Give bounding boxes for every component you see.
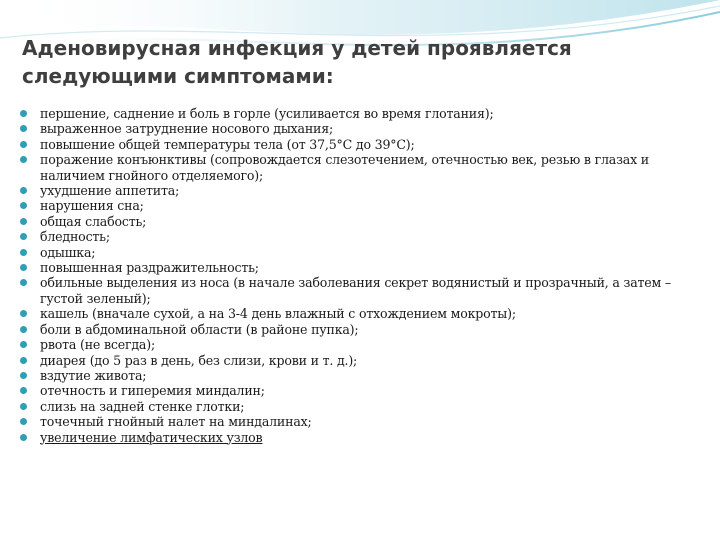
symptom-throat-mucus xyxy=(20,399,712,414)
symptom-pallor xyxy=(20,229,712,244)
symptom-text: точечный гнойный налет на миндалинах; xyxy=(40,414,312,430)
symptom-text: выраженное затруднение носового дыхания; xyxy=(40,121,334,137)
bullet-icon xyxy=(20,326,27,333)
bullet-icon xyxy=(20,141,27,148)
symptom-nasal-congestion xyxy=(20,121,712,136)
bullet-icon xyxy=(20,372,27,379)
symptom-text: поражение конъюнктивы (сопровождается слезотечением, отечностью век, резью в глазах и наличием гнойного отделяемого); xyxy=(40,152,649,183)
symptom-lymph-nodes xyxy=(20,430,712,445)
bullet-icon xyxy=(20,279,27,286)
symptom-text: першение, саднение и боль в горле (усиливается во время глотания); xyxy=(40,106,494,121)
bullet-icon xyxy=(20,202,27,209)
symptom-tonsil-swelling xyxy=(20,383,712,398)
symptom-text: бледность; xyxy=(40,229,110,245)
symptom-text: вздутие живота; xyxy=(40,367,147,383)
bullet-icon xyxy=(20,387,27,394)
symptom-conjunctivitis xyxy=(20,152,712,183)
symptom-text: повышение общей температуры тела (от 37,5°С до 39°С); xyxy=(40,136,415,152)
symptom-fever xyxy=(20,137,712,152)
bullet-icon xyxy=(20,233,27,240)
symptom-text: нарушения сна; xyxy=(40,198,144,214)
symptom-weakness xyxy=(20,214,712,229)
symptom-shortness-of-breath xyxy=(20,245,712,260)
symptom-irritability xyxy=(20,260,712,275)
symptom-text: ухудшение аппетита; xyxy=(40,183,180,199)
bullet-icon xyxy=(20,187,27,194)
symptom-text: одышка; xyxy=(40,244,96,260)
symptom-text: кашель (вначале сухой, а на 3-4 день влажный с отхождением мокроты); xyxy=(40,306,516,322)
bullet-icon xyxy=(20,434,27,441)
symptom-nasal-discharge xyxy=(20,275,712,306)
bullet-icon xyxy=(20,357,27,364)
symptom-text: повышенная раздражительность; xyxy=(40,260,259,276)
symptom-abdominal-pain xyxy=(20,322,712,337)
symptom-text: отечность и гиперемия миндалин; xyxy=(40,383,265,399)
bullet-icon xyxy=(20,249,27,256)
bullet-icon xyxy=(20,418,27,425)
bullet-icon xyxy=(20,403,27,410)
bullet-icon xyxy=(20,341,27,348)
symptom-text: общая слабость; xyxy=(40,213,147,229)
symptom-text: рвота (не всегда); xyxy=(40,337,155,353)
symptom-text: боли в абдоминальной области (в районе пупка); xyxy=(40,321,359,337)
symptom-tonsil-plaque xyxy=(20,414,712,429)
symptom-list xyxy=(20,106,712,445)
symptom-cough xyxy=(20,306,712,321)
bullet-icon xyxy=(20,310,27,317)
bullet-icon xyxy=(20,156,27,163)
symptom-text: увеличение лимфатических узлов xyxy=(40,429,263,445)
symptom-text: слизь на задней стенке глотки; xyxy=(40,398,245,414)
symptom-sleep-disorder xyxy=(20,198,712,213)
symptom-diarrhea xyxy=(20,353,712,368)
symptom-sore-throat xyxy=(20,106,712,121)
bullet-icon xyxy=(20,264,27,271)
bullet-icon xyxy=(20,110,27,117)
symptom-vomiting xyxy=(20,337,712,352)
symptom-text: диарея (до 5 раз в день, без слизи, крови и т. д.); xyxy=(40,352,358,368)
slide-title: Аденовирусная инфекция у детей проявляется следующими симптомами: xyxy=(22,36,572,88)
symptom-bloating xyxy=(20,368,712,383)
bullet-icon xyxy=(20,218,27,225)
symptom-text: обильные выделения из носа (в начале заболевания секрет водянистый и прозрачный, а затем – густой зеленый); xyxy=(40,275,672,306)
bullet-icon xyxy=(20,125,27,132)
symptom-appetite-loss xyxy=(20,183,712,198)
